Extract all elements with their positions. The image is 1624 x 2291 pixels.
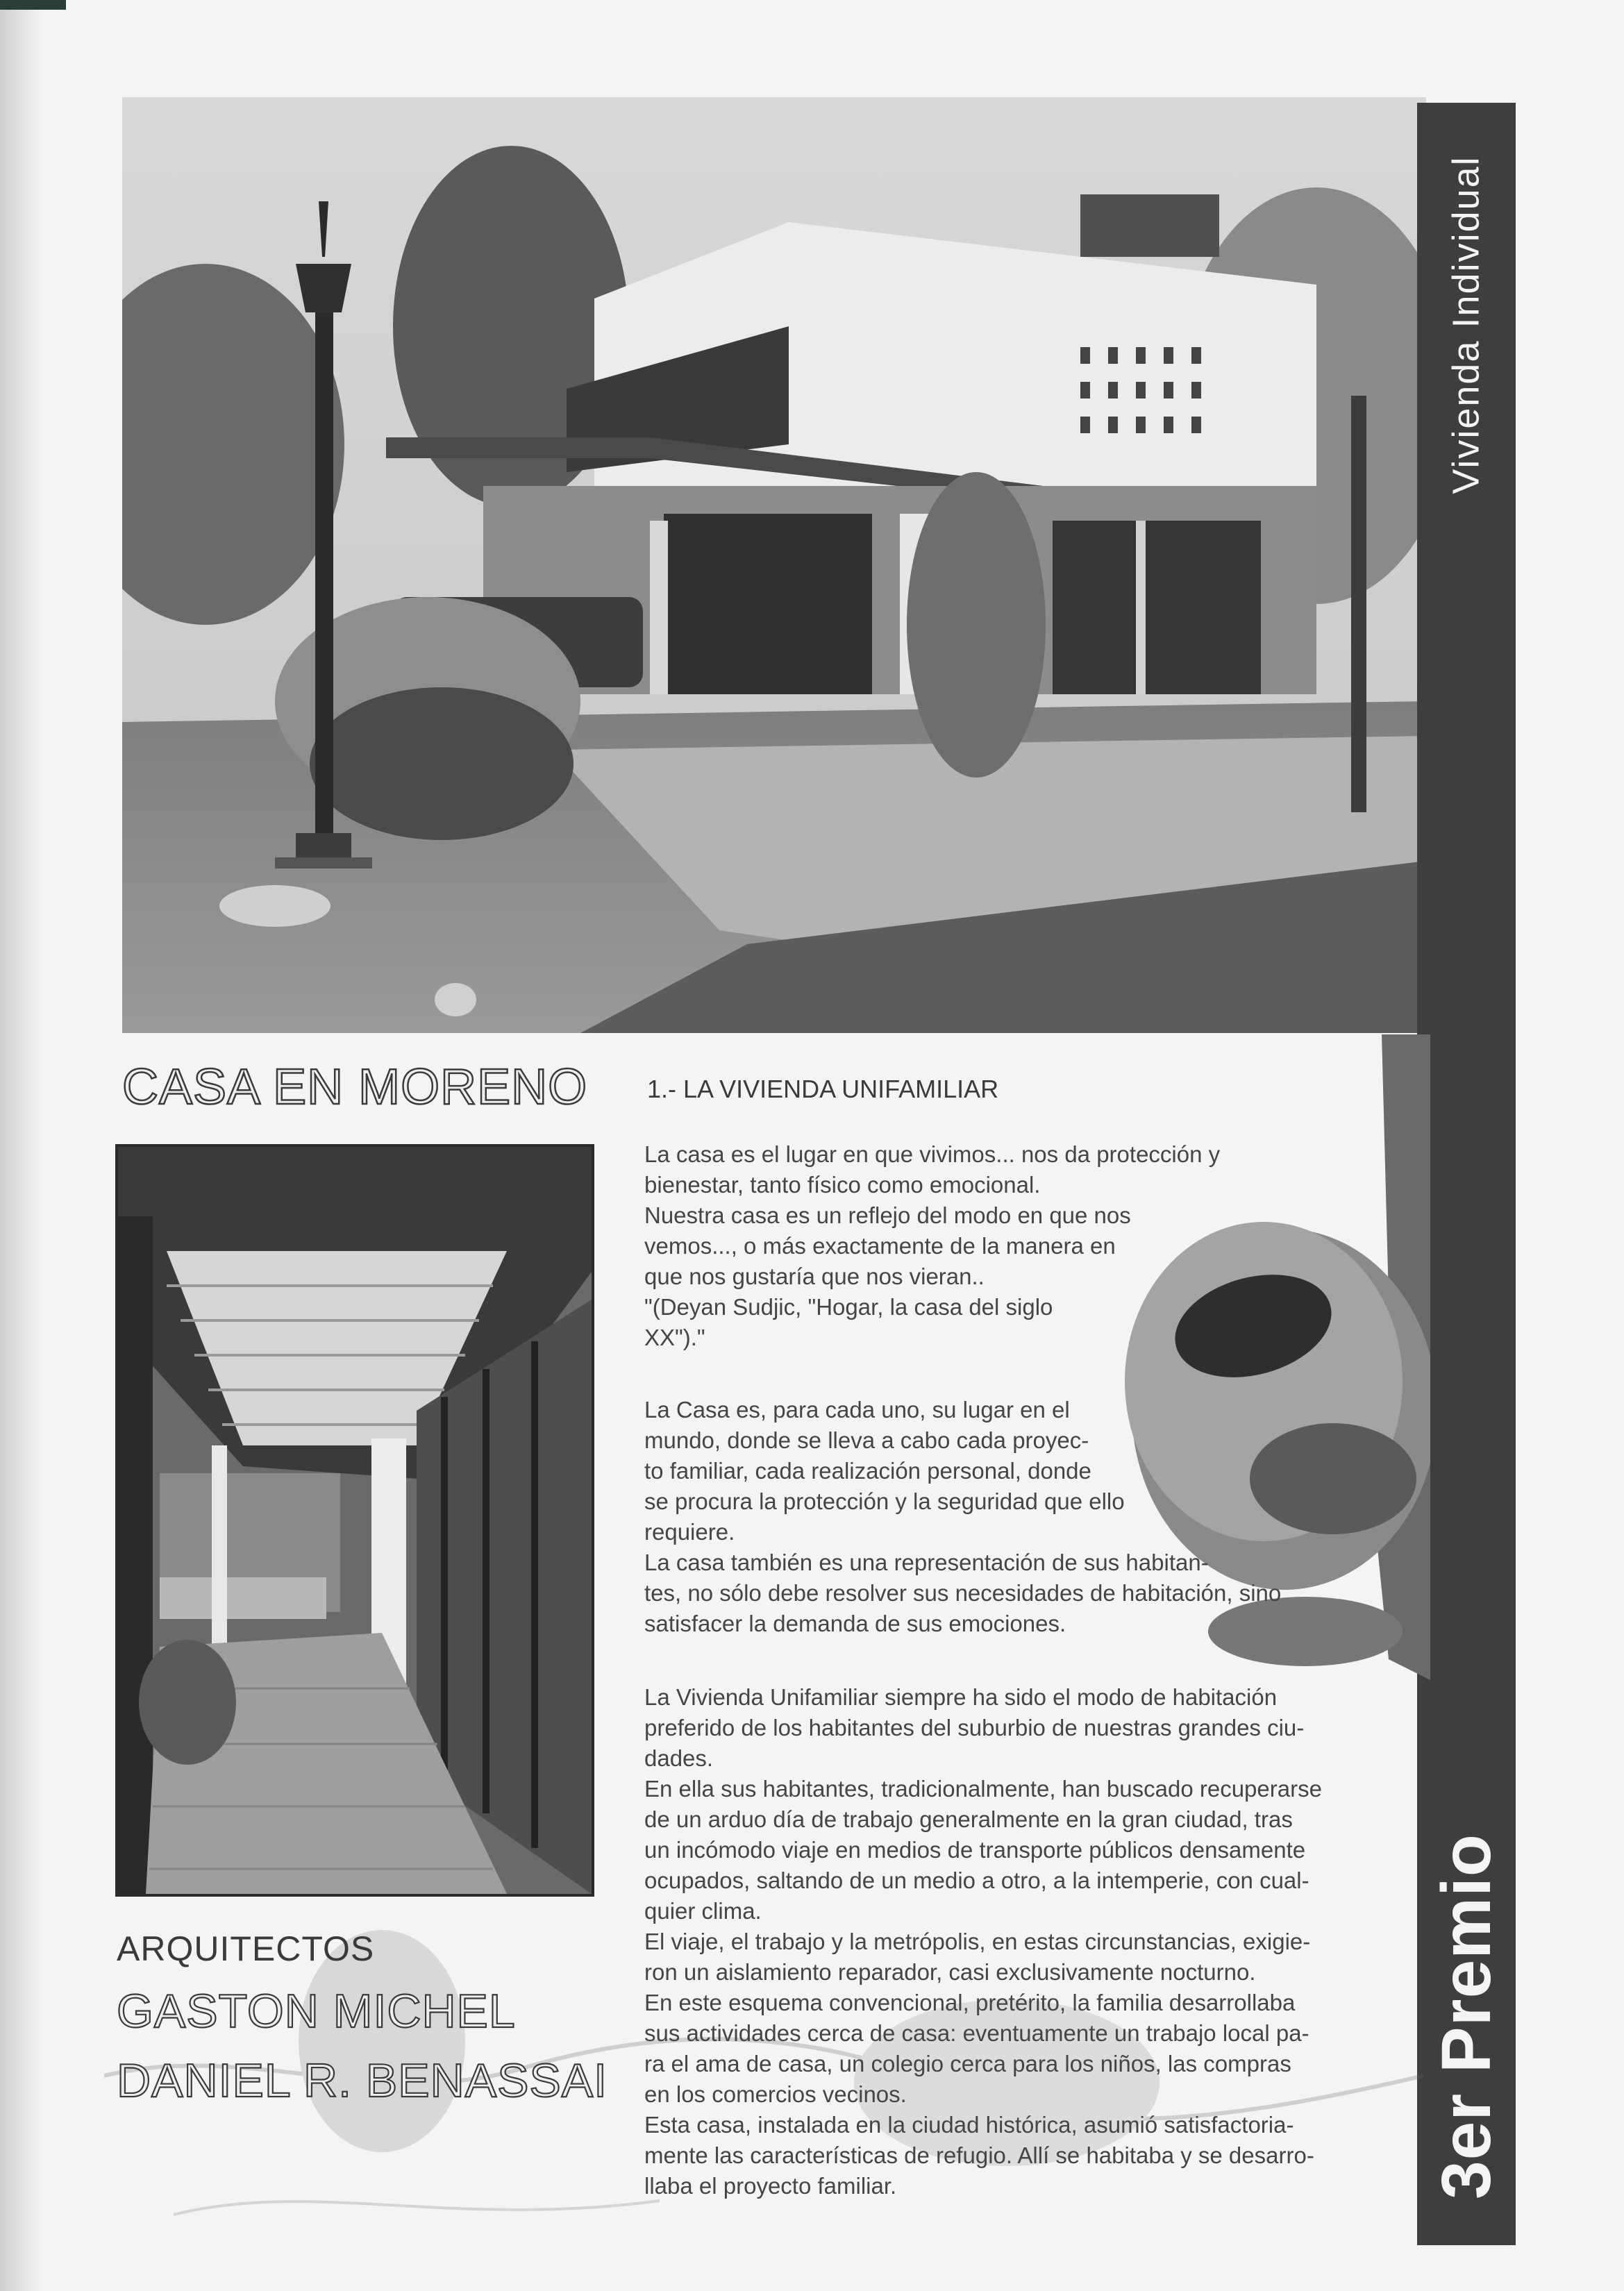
text-line: El viaje, el trabajo y la metrópolis, en estas circunstancias, exigie- [644, 1929, 1311, 1954]
page-edge-shadow [0, 0, 43, 2291]
text-line: mundo, donde se lleva a cabo cada proyec- [644, 1427, 1089, 1453]
text-line: preferido de los habitantes del suburbio de nuestras grandes ciu- [644, 1715, 1305, 1740]
text-line: ron un aislamiento reparador, casi exclusivamente nocturno. [644, 1959, 1256, 1985]
text-line: satisfacer la demanda de sus emociones. [644, 1611, 1066, 1636]
text-line: Esta casa, instalada en la ciudad histórica, asumió satisfactoria- [644, 2112, 1294, 2138]
text-line: "(Deyan Sudjic, "Hogar, la casa del siglo [644, 1294, 1053, 1320]
text-line: tes, no sólo debe resolver sus necesidades de habitación, sino [644, 1580, 1282, 1606]
architect-name: GASTON MICHEL [117, 1985, 516, 2038]
category-label-container [1417, 103, 1516, 547]
text-line: ra el ama de casa, un colegio cerca para los niños, las compras [644, 2051, 1291, 2076]
corner-mark [0, 0, 66, 10]
text-line: En ella sus habitantes, tradicionalmente, han buscado recuperarse [644, 1776, 1322, 1802]
text-line: llaba el proyecto familiar. [644, 2173, 897, 2199]
text-line: Nuestra casa es un reflejo del modo en que nos [644, 1202, 1131, 1228]
text-line: sus actividades cerca de casa: eventuamente un trabajo local pa- [644, 2020, 1309, 2046]
architects-label: ARQUITECTOS [117, 1929, 375, 1968]
text-line: La Vivienda Unifamiliar siempre ha sido el modo de habitación [644, 1684, 1278, 1710]
text-line: mente las características de refugio. Allí se habitaba y se desarro- [644, 2142, 1314, 2168]
section-heading: 1.- LA VIVIENDA UNIFAMILIAR [647, 1075, 999, 1103]
text-line: bienestar, tanto físico como emocional. [644, 1172, 1041, 1198]
text-line: un incómodo viaje en medios de transporte públicos densamente [644, 1837, 1306, 1863]
project-title: CASA EN MORENO [122, 1059, 588, 1115]
text-line: se procura la protección y la seguridad que ello [644, 1488, 1125, 1514]
text-line: XX")." [644, 1325, 705, 1350]
category-label: Vivienda Individual [1446, 156, 1488, 494]
text-line: dades. [644, 1745, 714, 1771]
category-sidebar [1417, 103, 1516, 2245]
text-line: La casa es el lugar en que vivimos... nos da protección y [644, 1141, 1221, 1167]
text-line: ocupados, saltando de un medio a otro, a la intemperie, con cual- [644, 1868, 1309, 1893]
architect-name: DANIEL R. BENASSAI [117, 2054, 608, 2107]
text-line: En este esquema convencional, pretérito, la familia desarrollaba [644, 1990, 1296, 2015]
text-line: to familiar, cada realización personal, donde [644, 1458, 1091, 1484]
covered-walkway-photo [115, 1144, 594, 1897]
text-line: de un arduo día de trabajo generalmente en la gran ciudad, tras [644, 1806, 1293, 1832]
text-line: en los comercios vecinos. [644, 2081, 907, 2107]
text-line: que nos gustaría que nos vieran.. [644, 1264, 985, 1289]
award-label-container [1417, 1808, 1516, 2224]
text-line: requiere. [644, 1519, 735, 1545]
house-exterior-photo [122, 97, 1426, 1033]
text-line: La Casa es, para cada uno, su lugar en el [644, 1397, 1070, 1423]
text-line: quier clima. [644, 1898, 762, 1924]
award-label: 3er Premio [1427, 1833, 1505, 2199]
text-line: vemos..., o más exactamente de la manera en [644, 1233, 1116, 1259]
text-line: La casa también es una representación de sus habitan- [644, 1550, 1209, 1575]
